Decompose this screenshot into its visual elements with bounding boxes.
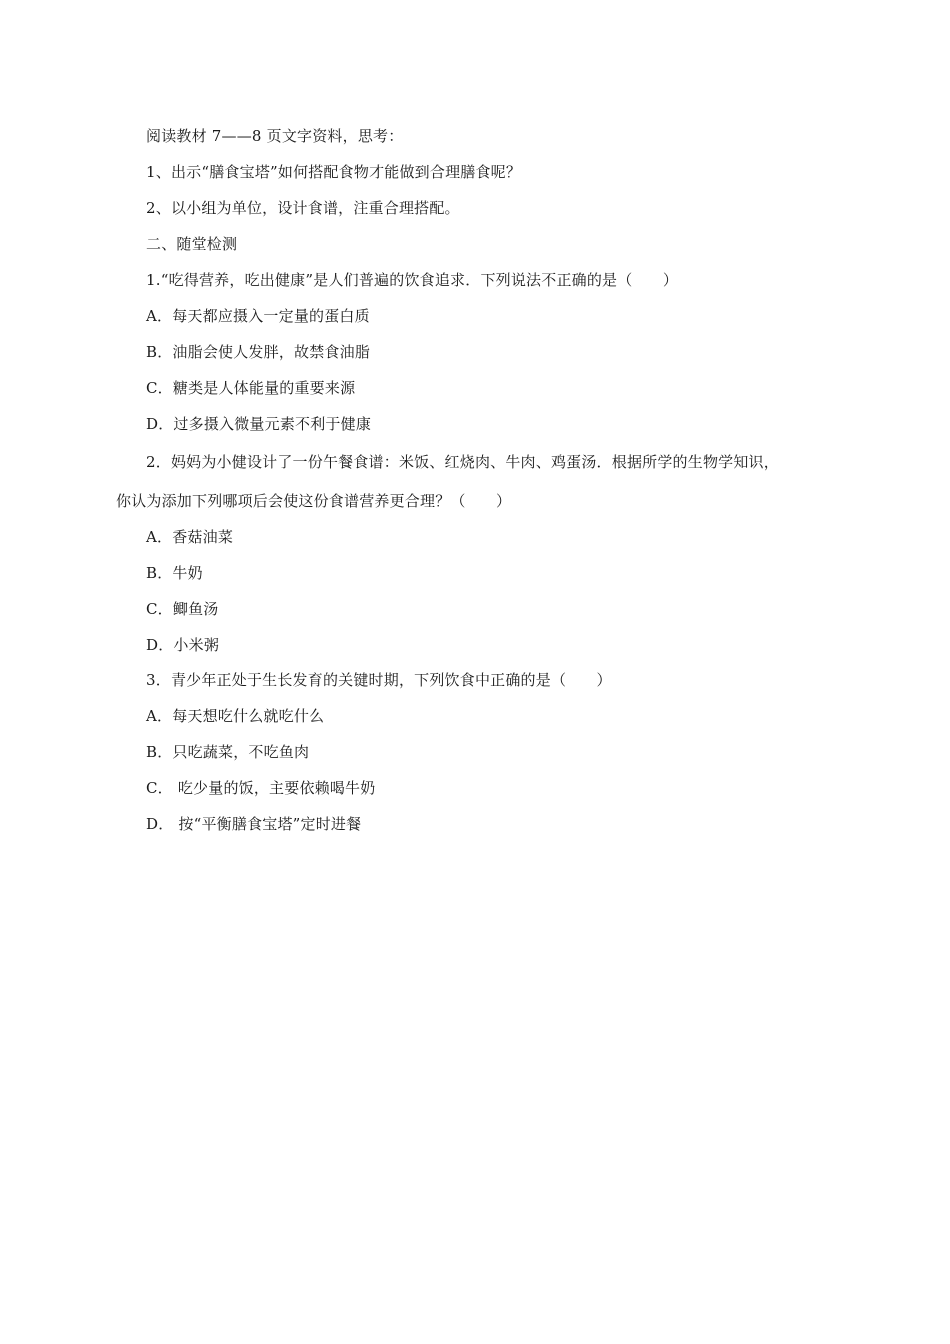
question-1-option-b: B．油脂会使人发胖，故禁食油脂 xyxy=(146,343,371,361)
task-2: 2、以小组为单位，设计食谱，注重合理搭配。 xyxy=(146,199,460,217)
question-2-stem-continued: 你认为添加下列哪项后会使这份食谱营养更合理？（ ） xyxy=(116,492,512,510)
question-1-option-c: C．糖类是人体能量的重要来源 xyxy=(146,379,356,397)
question-3-option-d: D． 按“平衡膳食宝塔”定时进餐 xyxy=(146,815,362,833)
reading-prompt: 阅读教材 7——8 页文字资料，思考： xyxy=(146,127,404,145)
question-1-option-a: A．每天都应摄入一定量的蛋白质 xyxy=(146,307,370,325)
question-2-stem: 2．妈妈为小健设计了一份午餐食谱：米饭、红烧肉、牛肉、鸡蛋汤．根据所学的生物学知识， xyxy=(146,453,779,471)
question-2-option-a: A．香菇油菜 xyxy=(146,528,234,546)
question-3-stem: 3．青少年正处于生长发育的关键时期，下列饮食中正确的是（ ） xyxy=(146,671,612,689)
question-2-option-d: D．小米粥 xyxy=(146,636,220,654)
task-1: 1、出示“膳食宝塔”如何搭配食物才能做到合理膳食呢？ xyxy=(146,163,522,181)
question-3-option-b: B．只吃蔬菜，不吃鱼肉 xyxy=(146,743,310,761)
question-3-option-c: C． 吃少量的饭，主要依赖喝牛奶 xyxy=(146,779,376,797)
question-2-option-c: C．鲫鱼汤 xyxy=(146,600,219,618)
question-1-stem: 1.“吃得营养，吃出健康”是人们普遍的饮食追求．下列说法不正确的是（ ） xyxy=(146,271,679,289)
question-1-option-d: D．过多摄入微量元素不利于健康 xyxy=(146,415,372,433)
question-3-option-a: A．每天想吃什么就吃什么 xyxy=(146,707,325,725)
section-heading: 二、随堂检测 xyxy=(146,235,238,253)
question-2-option-b: B．牛奶 xyxy=(146,564,203,582)
